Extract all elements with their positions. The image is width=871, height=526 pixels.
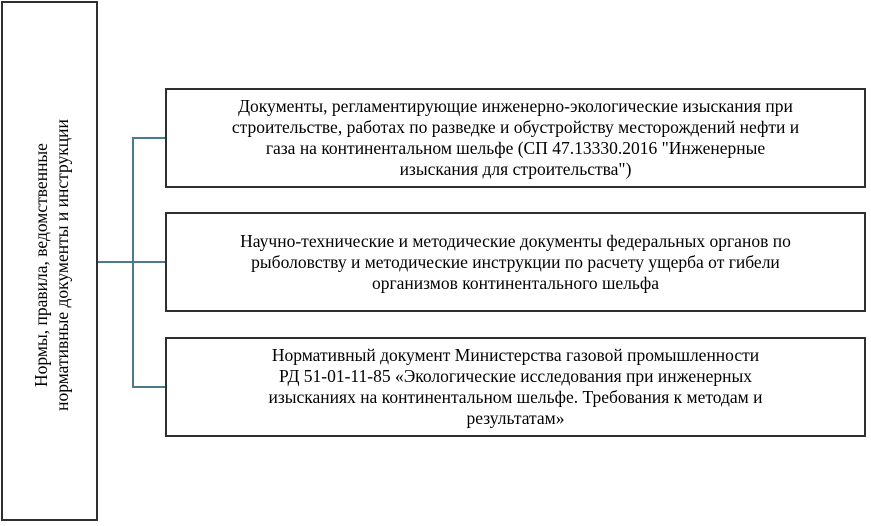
box-2-text: [240, 231, 791, 294]
box-2-line-2: рыболовству и методические инструкции по расчету ущерба от гибели: [251, 251, 780, 272]
box-3-line-3: изысканиях на континентальном шельфе. Требования к методам и: [268, 387, 763, 407]
box-3-text: [268, 345, 762, 429]
box-1-line-3: газа на континентальном шельфе (СП 47.13330.2016 "Инженерные: [265, 138, 766, 158]
box-1-line-4: изыскания для строительства"): [399, 159, 632, 179]
root-label-line-2: нормативные документы и инструкции: [52, 119, 72, 411]
document-category-box-3: [165, 337, 866, 437]
box-3-line-2: РД 51-01-11-85 «Экологические исследования при инженерных: [279, 366, 752, 386]
box-2-line-3: организмов континентального шельфа: [371, 272, 660, 293]
document-category-box-2: [165, 212, 866, 312]
root-label-line-1: Нормы, правила, ведомственные: [31, 143, 51, 387]
document-category-box-1: [165, 88, 866, 188]
box-2-line-1: Научно-технические и методические документы федеральных органов по: [240, 230, 791, 251]
box-1-line-2: строительстве, работах по разведке и обустройству месторождений нефти и: [231, 117, 800, 137]
box-3-line-1: Нормативный документ Министерства газовой промышленности: [271, 345, 760, 365]
box-1-line-1: Документы, регламентирующие инженерно-экологические изыскания при: [238, 96, 793, 116]
box-1-text: [232, 96, 799, 180]
box-3-line-4: результатам»: [466, 408, 565, 428]
